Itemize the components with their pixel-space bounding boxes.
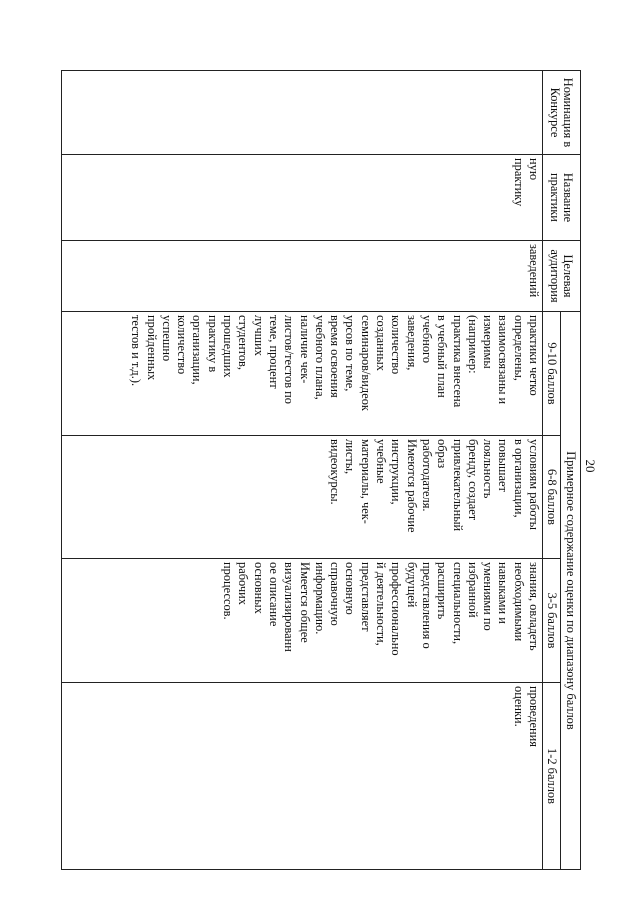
text-line: (например: (465, 315, 480, 374)
text-line: ое описание (266, 562, 281, 627)
cell-score-9-10 (62, 312, 543, 436)
text-line: навыками и (496, 562, 511, 624)
text-line: условиям работы (527, 439, 541, 530)
text-line: профессионально (389, 562, 404, 656)
text-line: учебные (374, 439, 389, 484)
text-line: визуализированн (282, 562, 297, 652)
text-line: рабочих (236, 562, 251, 605)
text-line: практику (511, 158, 526, 207)
text-line: будущей (404, 562, 419, 608)
text-line: процессов. (221, 562, 236, 620)
text-line: лучших (251, 315, 266, 356)
text-line: справочную (328, 562, 343, 626)
header-score-3-5: 3-5 баллов (543, 559, 561, 683)
text-line: успешно (159, 315, 174, 362)
text-line: листы, (343, 439, 358, 475)
cell-score-3-5 (62, 559, 543, 683)
text-line: оценки. (511, 686, 526, 727)
text-line: практика внесена (450, 315, 465, 408)
header-score-group: Примерное содержание оценки по диапазону баллов (561, 312, 581, 870)
text-line: специальности, (450, 562, 465, 645)
text-line: представления о (419, 562, 434, 649)
text-line: основную (343, 562, 358, 615)
text-line: прошедших (221, 315, 236, 378)
text-line: организации, (190, 315, 205, 385)
text-line: студентов, (236, 315, 251, 370)
page-number: 20 (583, 459, 598, 473)
text-line: заведения, (404, 315, 419, 371)
header-row (561, 71, 581, 870)
text-line: количество (175, 315, 190, 375)
text-line: количество (389, 315, 404, 375)
text-line: заведений (527, 244, 541, 298)
text-line: ную (527, 158, 541, 181)
text-line: умениями по (481, 562, 496, 631)
text-line: в организации, (511, 439, 526, 518)
text-line: определены, (511, 315, 526, 381)
rotated-table-wrapper (61, 70, 581, 870)
text-line: пройденных (144, 315, 159, 381)
text-line: учебного (419, 315, 434, 364)
text-line: необходимыми (511, 562, 526, 642)
text-line: теме, процент (266, 315, 281, 389)
text-line: урсов по теме, (343, 315, 358, 392)
header-score-6-8: 6-8 баллов (543, 436, 561, 559)
header-target-audience: Целевая аудитория (543, 241, 581, 312)
text-line: листов/тестов по (282, 315, 297, 404)
text-line: созданных (374, 315, 389, 371)
text-line: измеримы (481, 315, 496, 369)
cell-practice-name (62, 155, 543, 241)
text-line: информацию. (312, 562, 327, 635)
text-line: повышает (496, 439, 511, 492)
text-line: учебного плана, (312, 315, 327, 400)
text-line: основных (251, 562, 266, 614)
text-line: инструкции, (389, 439, 404, 505)
text-line: практику в (205, 315, 220, 373)
text-line: наличие чек- (297, 315, 312, 384)
header-score-1-2: 1-2 баллов (543, 683, 561, 870)
cell-nomination (62, 71, 543, 155)
text-line: Имеется общее (297, 562, 312, 643)
text-line: видеокурсы. (328, 439, 343, 505)
text-line: работодателя. (419, 439, 434, 512)
text-line: лояльность (481, 439, 496, 499)
text-line: в учебный план (435, 315, 450, 398)
text-line: практики четко (527, 315, 541, 396)
text-line: Имеются рабочие (404, 439, 419, 533)
cell-target-audience (62, 241, 543, 312)
text-line: й деятельности, (374, 562, 389, 646)
table-row (62, 71, 543, 870)
text-line: избранной (465, 562, 480, 618)
header-practice-name: Название практики (543, 155, 581, 241)
text-line: материалы, чек- (358, 439, 373, 524)
header-score-9-10: 9-10 баллов (543, 312, 561, 436)
header-nomination: Номинация в Конкурсе (543, 71, 581, 155)
text-line: взаимосвязаны и (496, 315, 511, 405)
text-line: проведения (527, 686, 541, 747)
text-line: образ (435, 439, 450, 469)
text-line: время освоения (328, 315, 343, 398)
text-line: знания, овладеть (527, 562, 541, 651)
cell-score-1-2 (62, 683, 543, 870)
text-line: привлекательный (450, 439, 465, 532)
text-line: бренду, создает (465, 439, 480, 521)
text-line: расширить (435, 562, 450, 620)
assessment-table (61, 70, 581, 870)
text-line: семинаров/видеок (358, 315, 373, 411)
text-line: тестов и т.д.). (129, 315, 144, 387)
text-line: представляет (358, 562, 373, 632)
cell-score-6-8 (62, 436, 543, 559)
